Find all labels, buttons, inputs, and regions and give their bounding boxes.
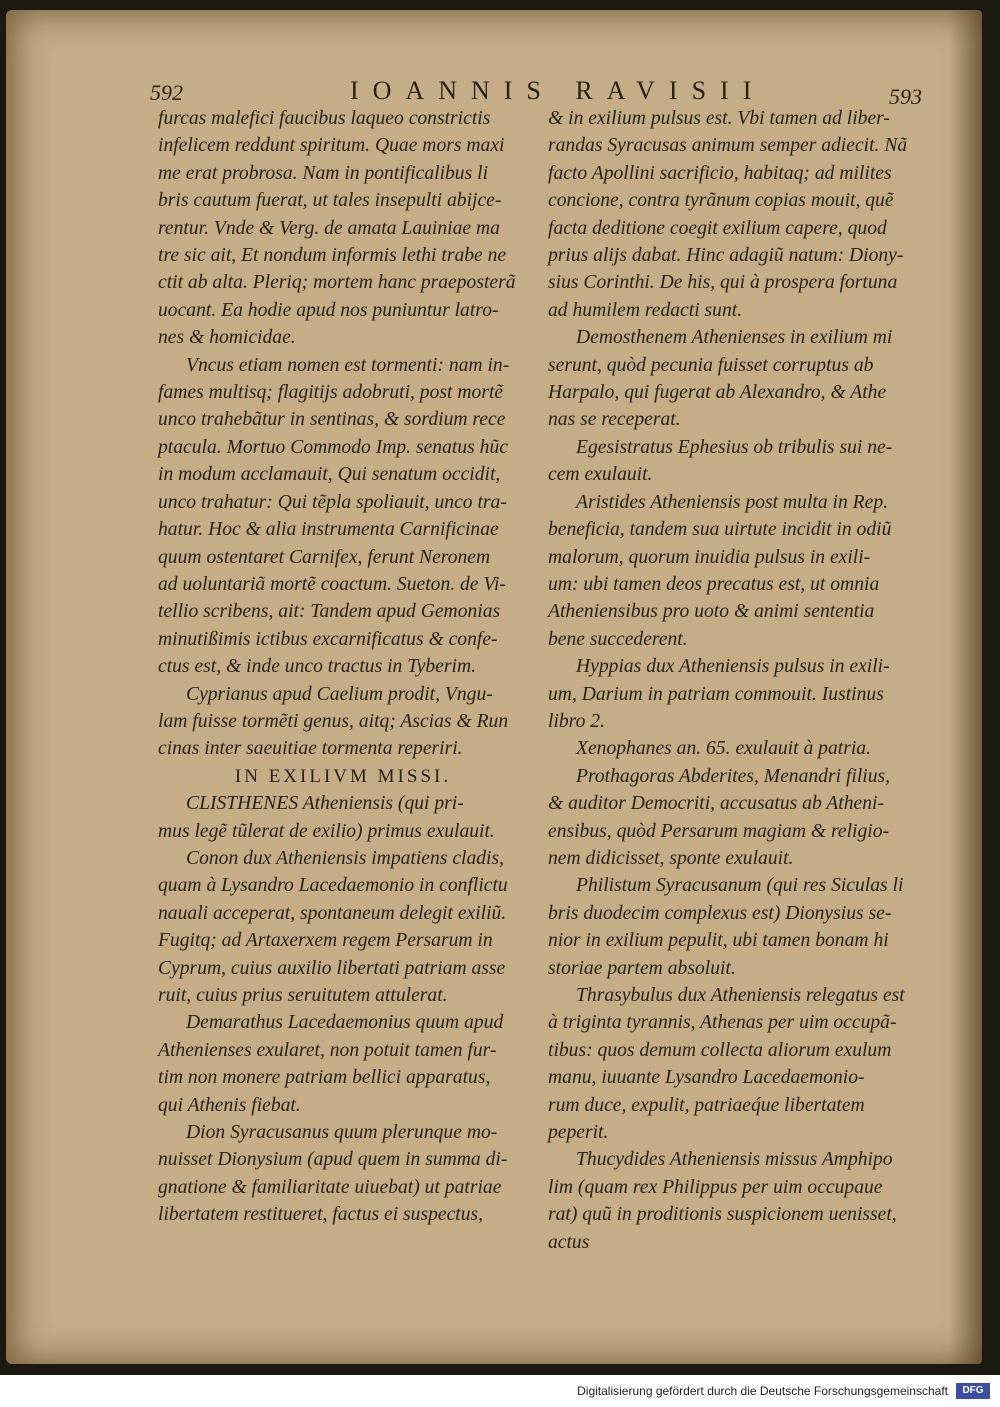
text-line: uocant. Ea hodie apud nos puniuntur latro- — [158, 299, 499, 321]
text-line: Philistum Syracusanum (qui res Siculas li — [576, 875, 904, 897]
text-line: furcas malefici faucibus laqueo constrictis — [158, 108, 491, 129]
text-line: rum duce, expulit, patriaeq́ue libertatem — [548, 1094, 865, 1116]
paragraph — [158, 1009, 528, 1119]
text-line: in modum acclamauit, Qui senatum occidit, — [158, 464, 501, 486]
paragraph — [158, 845, 528, 1009]
text-line: randas Syracusas animum semper adiecit. Nã — [548, 135, 908, 157]
paragraph — [158, 352, 528, 681]
text-line: nior in exilium pepulit, ubi tamen bonam hi — [548, 930, 889, 952]
text-line: quum ostentaret Carnifex, ferunt Neronem — [158, 546, 491, 568]
paragraph — [548, 653, 918, 735]
text-line: Thrasybulus dux Atheniensis relegatus est — [576, 985, 905, 1006]
text-line: Xenophanes an. 65. exulauit à patria. — [576, 738, 871, 760]
text-line: nuisset Dionysium (apud quem in summa di- — [158, 1149, 508, 1171]
text-line: actus — [548, 1231, 590, 1253]
text-line: Fugitq; ad Artaxerxem regem Persarum in — [158, 930, 493, 952]
text-line: cem exulauit. — [548, 464, 653, 486]
text-line: Hyppias dux Atheniensis pulsus in exili- — [576, 656, 890, 678]
funding-note: Digitalisierung gefördert durch die Deutsche Forschungsgemeinschaft — [577, 1384, 948, 1398]
paragraph — [548, 105, 918, 324]
text-line: um, Darium in patriam commouit. Iustinus — [548, 683, 884, 705]
text-line: libertatem restitueret, factus ei suspectus, — [158, 1204, 484, 1226]
paragraph — [158, 790, 528, 845]
paragraph — [158, 1119, 528, 1229]
section-heading — [158, 763, 528, 790]
text-line: nem didicisset, sponte exulauit. — [548, 847, 794, 869]
text-line: Aristides Atheniensis post multa in Rep. — [576, 491, 889, 513]
paragraph — [548, 324, 918, 434]
page-number-right: 593 — [889, 84, 922, 109]
text-line: ensibus, quòd Persarum magiam & religio- — [548, 820, 890, 842]
paragraph — [548, 434, 918, 489]
text-line: Prothagoras Abderites, Menandri filius, — [576, 765, 891, 787]
text-line: Conon dux Atheniensis impatiens cladis, — [186, 847, 505, 869]
text-line: bris duodecim complexus est) Dionysius se- — [548, 902, 892, 924]
text-line: ruit, cuius prius seruitutem attulerat. — [158, 985, 448, 1006]
page-spine-shadow — [948, 10, 982, 1364]
text-line: tibus: quos demum collecta aliorum exulum — [548, 1039, 892, 1061]
text-line: à triginta tyrannis, Athenas per uim occupã- — [548, 1012, 897, 1034]
text-line: Harpalo, qui fugerat ab Alexandro, & Athe — [548, 382, 887, 404]
text-line: Thucydides Atheniensis missus Amphipo — [576, 1149, 893, 1171]
text-line: Dion Syracusanus quum plerunque mo- — [186, 1122, 498, 1144]
paragraph — [548, 1146, 918, 1256]
text-line: CLISTHENES Atheniensis (qui pri- — [186, 793, 464, 815]
text-line: quam à Lysandro Lacedaemonio in conflictu — [158, 875, 508, 897]
text-line: ad humilem redacti sunt. — [548, 299, 743, 321]
text-line: hatur. Hoc & alia instrumenta Carnificinae — [158, 519, 499, 541]
text-line: nauali acceperat, spontaneum delegit exiliũ. — [158, 902, 507, 924]
text-line: lam fuisse tormẽti genus, aitq; Ascias & Run — [158, 710, 509, 732]
paragraph — [158, 105, 528, 352]
text-line: & in exilium pulsus est. Vbi tamen ad liber- — [548, 108, 890, 129]
text-line: tellio scribens, ait: Tandem apud Gemonias — [158, 601, 501, 623]
text-line: IN EXILIVM MISSI. — [234, 765, 452, 787]
text-line: ad uoluntariã mortẽ coactum. Sueton. de Vi- — [158, 573, 506, 595]
text-line: qui Athenis fiebat. — [158, 1094, 301, 1116]
text-line: ptacula. Mortuo Commodo Imp. senatus hũc — [158, 436, 508, 458]
text-line: facto Apollini sacrificio, habitaq; ad milites — [548, 162, 892, 184]
text-line: prius alijs dabat. Hinc adagiũ natum: Diony- — [548, 245, 904, 267]
text-line: Atheniensibus pro uoto & animi sententia — [548, 601, 875, 623]
text-line: Cyprianus apud Caelium prodit, Vngu- — [186, 683, 493, 705]
text-line: Vncus etiam nomen est tormenti: nam in- — [186, 354, 510, 376]
text-line: ctus est, & inde unco tractus in Tyberim. — [158, 656, 476, 678]
text-line: minutißimis ictibus excarnificatus & confe- — [158, 628, 498, 650]
text-line: bene succederent. — [548, 628, 688, 650]
footer-bar — [0, 1375, 1000, 1407]
running-head-title: IOANNIS RAVISII — [350, 76, 766, 105]
text-line: sius Corinthi. De his, qui à prospera fortuna — [548, 272, 898, 294]
text-line: storiae partem absoluit. — [548, 957, 736, 979]
text-line: beneficia, tandem sua uirtute incidit in odiũ — [548, 519, 892, 541]
text-line: cinas inter saeuitiae tormenta reperiri. — [158, 738, 463, 760]
text-line: tim non monere patriam bellici apparatus, — [158, 1067, 491, 1089]
page-number-left: 592 — [150, 80, 183, 105]
paragraph — [158, 681, 528, 763]
text-line: gnatione & familiaritate uiuebat) ut patriae — [158, 1176, 502, 1198]
text-line: mus legẽ tũlerat de exilio) primus exulauit. — [158, 820, 495, 842]
text-line: rat) quũ in proditionis suspicionem uenisset, — [548, 1204, 897, 1226]
text-line: Egesistratus Ephesius ob tribulis sui ne- — [576, 436, 893, 458]
text-line: lim (quam rex Philippus per uim occupaue — [548, 1176, 883, 1198]
text-line: manu, iuuante Lysandro Lacedaemonio- — [548, 1067, 865, 1089]
text-line: Cyprum, cuius auxilio libertati patriam asse — [158, 957, 506, 979]
text-line: ctit ab alta. Pleriq; mortem hanc praeposterã — [158, 272, 516, 294]
right-text-column — [548, 105, 918, 1256]
dfg-logo-icon: DFG — [956, 1383, 990, 1399]
text-line: rentur. Vnde & Verg. de amata Lauiniae ma — [158, 217, 500, 239]
text-line: tre sic ait, Et nondum informis lethi trabe ne — [158, 245, 507, 267]
paragraph — [548, 489, 918, 653]
text-line: Demarathus Lacedaemonius quum apud — [186, 1012, 504, 1034]
text-line: unco trahebãtur in sentinas, & sordium rece — [158, 409, 506, 431]
left-text-column — [158, 105, 528, 1229]
text-line: malorum, quorum inuidia pulsus in exili- — [548, 546, 871, 568]
text-line: nes & homicidae. — [158, 327, 296, 349]
text-line: fames multisq; flagitijs adobruti, post mortẽ — [158, 382, 504, 404]
text-line: unco trahatur: Qui tẽpla spoliauit, unco tra- — [158, 491, 507, 513]
paragraph — [548, 982, 918, 1146]
text-line: nas se receperat. — [548, 409, 681, 431]
text-line: concione, contra tyrãnum copias mouit, quẽ — [548, 190, 894, 212]
paragraph — [548, 763, 918, 873]
text-line: me erat probrosa. Nam in pontificalibus li — [158, 162, 489, 184]
text-line: um: ubi tamen deos precatus est, ut omnia — [548, 573, 880, 595]
text-line: serunt, quòd pecunia fuisset corruptus ab — [548, 354, 874, 376]
paragraph — [548, 735, 918, 762]
text-line: bris cautum fuerat, ut tales insepulti abijce- — [158, 190, 502, 212]
text-line: facta deditione coegit exilium capere, quod — [548, 217, 887, 239]
text-line: Demosthenem Athenienses in exilium mi — [576, 327, 893, 349]
text-line: peperit. — [548, 1122, 609, 1144]
text-line: libro 2. — [548, 710, 605, 732]
text-line: infelicem reddunt spiritum. Quae mors maxi — [158, 135, 505, 157]
paragraph — [548, 872, 918, 982]
text-line: Athenienses exularet, non potuit tamen fur- — [158, 1039, 497, 1061]
text-line: & auditor Democriti, accusatus ab Atheni- — [548, 793, 884, 815]
